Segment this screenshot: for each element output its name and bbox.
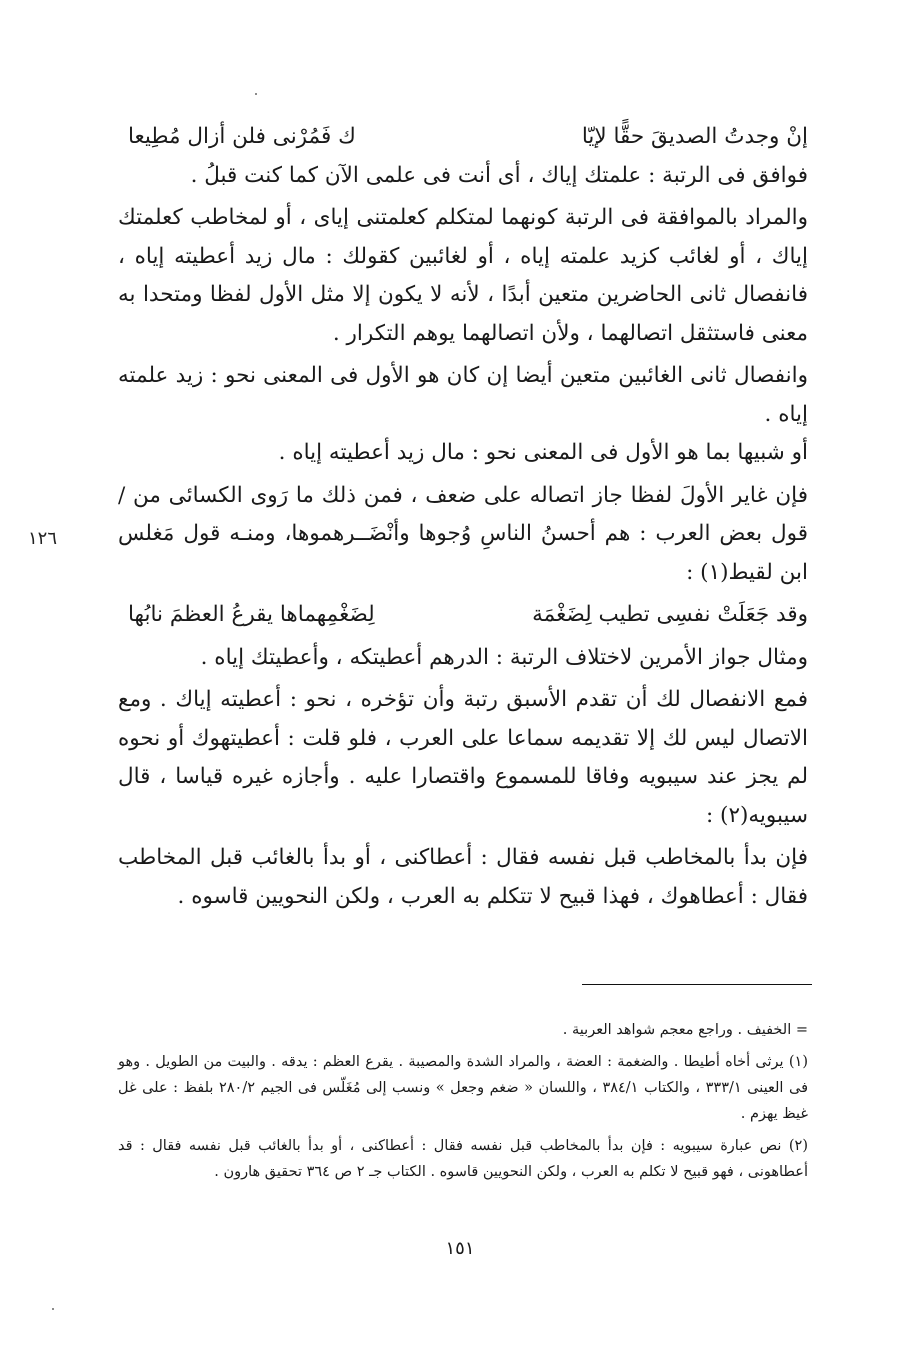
poetry-verse-1 bbox=[118, 118, 808, 157]
footnote: (٢) نص عبارة سيبويه : فإن بدأ بالمخاطب قبل نفسه فقال : أعطاكنى ، أو بدأ بالغائب قبل نفسه فقال : قد أعطاهونى ، فهو قبيح لا تكلم به العرب ، ولكن النحويين قاسوه . الكتاب جـ ٢ ص ٣٦٤ تحقيق هارون . bbox=[118, 1138, 808, 1180]
scan-speck bbox=[52, 1308, 54, 1310]
footnote-separator bbox=[582, 984, 812, 985]
verse-1-second-hemistich: ك فَمُرْنى فلن أزال مُطِيعا bbox=[128, 124, 356, 149]
poetry-verse-2 bbox=[118, 596, 808, 635]
margin-page-reference: ١٢٦ bbox=[28, 528, 58, 549]
scan-speck bbox=[255, 93, 257, 95]
footnotes bbox=[118, 1017, 808, 1185]
paragraph: ومثال جواز الأمرين لاختلاف الرتبة : الدرهم أعطيتكه ، وأعطيتك إياه . bbox=[200, 644, 808, 670]
page-number: ١٥١ bbox=[445, 1238, 475, 1259]
paragraph: فوافق فى الرتبة : علمتك إياك ، أى أنت فى علمى الآن كما كنت قبلُ . bbox=[190, 162, 808, 188]
paragraph: فإن غاير الأولَ لفظا جاز اتصاله على ضعف ، فمن ذلك ما رَوى الكسائى من / قول بعض العرب : هم أحسنُ الناسِ وُجوها وأنْضَــرهموها، ومنـه قول مَغلس ابن لقيط(١) : bbox=[118, 482, 808, 585]
paragraph: فمع الانفصال لك أن تقدم الأسبق رتبة وأن تؤخره ، نحو : أعطيته إياك . ومع الاتصال ليس لك إلا تقديمه سماعا على العرب ، فلو قلت : أعطيتهوك أو نحوه لم يجز عند سيبويه وفاقا للمسموع واقتصارا عليه . وأجازه غيره قياسا ، قال سيبويه(٢) : bbox=[118, 687, 808, 828]
verse-1-first-hemistich: إنْ وجدتُ الصديقَ حقًّا لإيّا bbox=[581, 124, 808, 149]
paragraph: فإن بدأ بالمخاطب قبل نفسه فقال : أعطاكنى ، أو بدأ بالغائب قبل المخاطب فقال : أعطاهوك ، فهذا قبيح لا تتكلم به العرب ، ولكن النحويين قاسوه . bbox=[118, 845, 808, 909]
paragraph: وانفصال ثانى الغائبين متعين أيضا إن كان هو الأول فى المعنى نحو : زيد علمته إياه . bbox=[118, 363, 808, 427]
verse-2-second-hemistich: لِضَغْمِهماها يقرعُ العظمَ نابُها bbox=[128, 602, 375, 627]
footnote: (١) يرثى أخاه أطيطا . والضغمة : العضة ، والمراد الشدة والمصيبة . يقرع العظم : يدقه . والبيت من الطويل . وهو فى العينى ٣٣٣/١ ، والكتاب ٣٨٤/١ ، واللسان « ضغم وجعل » ونسب إلى مُغَلّس فى الجيم ٢٨٠/٢ بلفظ : على غل غيظ يهزم . bbox=[118, 1054, 808, 1122]
paragraph: والمراد بالموافقة فى الرتبة كونهما لمتكلم كعلمتنى إياى ، أو لمخاطب كعلمتك إياك ، أو لغائب كزيد علمته إياه ، أو لغائبين كقولك : مال زيد أعطيته إياه ، فانفصال ثانى الحاضرين متعين أبدًا ، لأنه لا يكون إلا مثل الأول لفظا ومتحدا به معنى فاستثقل اتصالهما ، ولأن اتصالهما يوهم التكرار . bbox=[118, 205, 808, 346]
footnote: = الخفيف . وراجع معجم شواهد العربية . bbox=[562, 1022, 808, 1038]
main-text bbox=[118, 118, 808, 916]
verse-2-first-hemistich: وقد جَعَلَتْ نفسِى تطيب لِضَغْمَة bbox=[532, 602, 808, 627]
paragraph: أو شبيها بما هو الأول فى المعنى نحو : مال زيد أعطيته إياه . bbox=[278, 440, 808, 465]
